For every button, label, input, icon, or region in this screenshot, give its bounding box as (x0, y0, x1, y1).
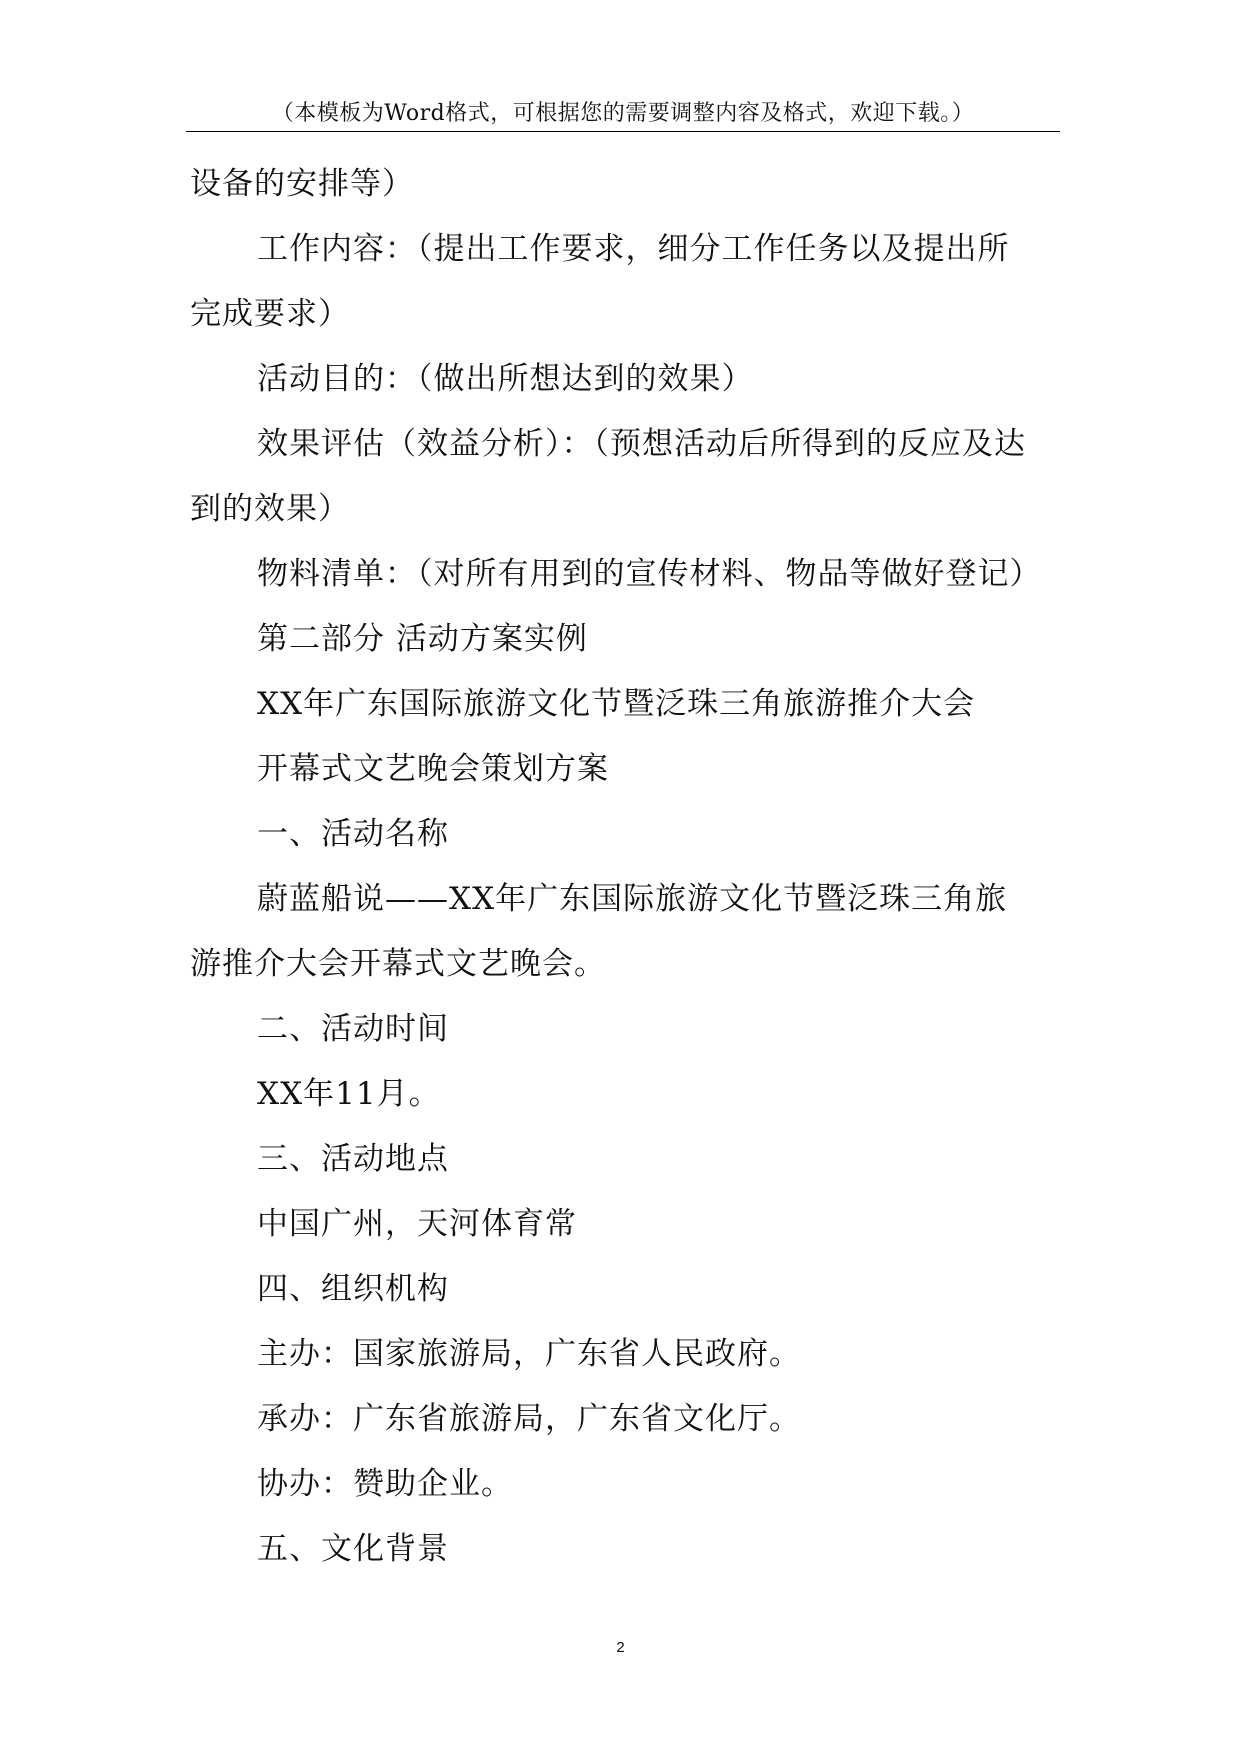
text-line: 设备的安排等） (190, 166, 414, 202)
section-heading: 三、活动地点 (257, 1141, 449, 1177)
text-line: 中国广州，天河体育常 (257, 1206, 577, 1242)
text-line: 完成要求） (190, 296, 350, 332)
text-line: 效果评估（效益分析）：（预想活动后所得到的反应及达 (257, 426, 1026, 462)
section-heading: 二、活动时间 (257, 1011, 449, 1047)
text-line: 协办：赞助企业。 (257, 1466, 513, 1502)
text-line: 活动目的：（做出所想达到的效果） (257, 361, 754, 397)
text-line: 物料清单：（对所有用到的宣传材料、物品等做好登记） (257, 556, 1042, 592)
header-rule (186, 131, 1060, 132)
text-line: 蔚蓝船说——XX年广东国际旅游文化节暨泛珠三角旅 (257, 881, 1008, 917)
section-heading: 五、文化背景 (257, 1531, 449, 1567)
text-line: 主办：国家旅游局，广东省人民政府。 (257, 1336, 801, 1372)
text-line: 开幕式文艺晚会策划方案 (257, 751, 609, 787)
section-heading: 第二部分 活动方案实例 (257, 621, 588, 657)
text-line: XX年11月。 (257, 1076, 441, 1112)
page-number: 2 (616, 1639, 625, 1656)
text-line: 游推介大会开幕式文艺晚会。 (190, 946, 606, 982)
text-line: 承办：广东省旅游局，广东省文化厅。 (257, 1401, 801, 1437)
section-heading: 四、组织机构 (257, 1271, 449, 1307)
text-line: 工作内容：（提出工作要求，细分工作任务以及提出所 (257, 231, 1010, 267)
text-line: 到的效果） (190, 491, 350, 527)
page-header: （本模板为Word格式，可根据您的需要调整内容及格式，欢迎下载。） (271, 101, 975, 126)
text-line: XX年广东国际旅游文化节暨泛珠三角旅游推介大会 (257, 686, 976, 722)
section-heading: 一、活动名称 (257, 816, 449, 852)
